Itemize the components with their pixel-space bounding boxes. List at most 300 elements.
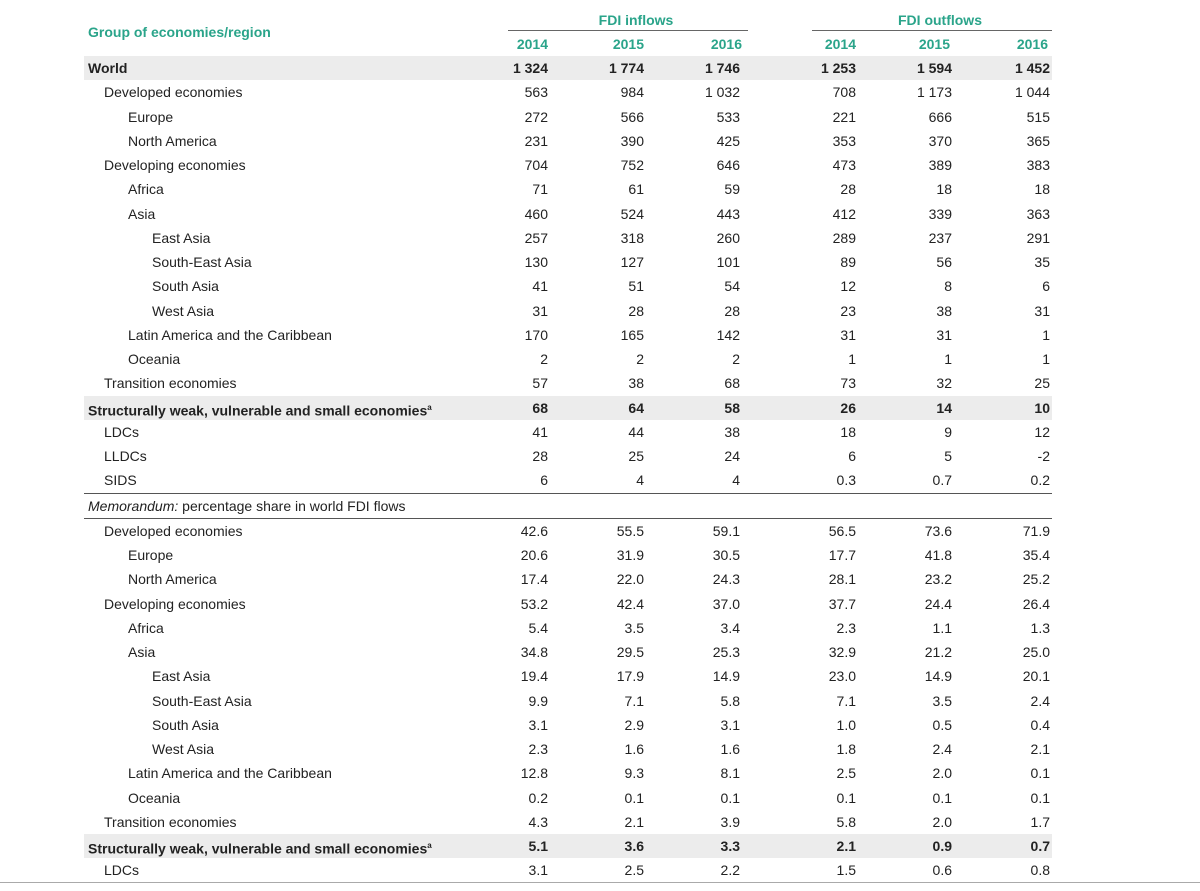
value-cell: 1.0	[836, 716, 856, 733]
value-cell: 231	[524, 132, 548, 149]
table-row	[84, 226, 1052, 250]
value-cell: 2.5	[836, 765, 856, 782]
row-label-text: Africa	[128, 619, 164, 636]
value-cell: 3.5	[932, 692, 952, 709]
value-cell: 2.3	[836, 619, 856, 636]
value-cell: 165	[620, 326, 644, 343]
value-cell: 533	[716, 108, 740, 125]
row-label	[128, 177, 164, 201]
value-cell: 31	[840, 326, 856, 343]
value-cell: 370	[928, 132, 952, 149]
table-row	[84, 274, 1052, 298]
value-cell: 61	[628, 181, 644, 198]
value-cell: 460	[524, 205, 548, 222]
value-cell: 1 594	[916, 60, 952, 76]
table-row	[84, 713, 1052, 737]
value-cell: 19.4	[520, 668, 548, 685]
value-cell: 425	[716, 132, 740, 149]
row-label	[128, 105, 173, 129]
value-cell: 25	[1034, 375, 1050, 392]
value-cell: 35	[1034, 254, 1050, 270]
value-cell: 3.1	[528, 862, 548, 879]
value-cell: 2.0	[932, 813, 952, 830]
value-cell: 1	[1042, 326, 1050, 343]
value-cell: 1.1	[932, 619, 952, 636]
value-cell: 20.6	[520, 547, 548, 563]
value-cell: 2.1	[624, 813, 644, 830]
value-cell: 59.1	[712, 522, 740, 539]
value-cell: 1 253	[820, 60, 856, 76]
value-cell: 23.2	[924, 571, 952, 588]
value-cell: 73	[840, 375, 856, 392]
footnote-marker: a	[427, 402, 432, 412]
table-row	[84, 323, 1052, 347]
table-row	[84, 347, 1052, 371]
value-cell: 56.5	[828, 522, 856, 539]
value-cell: 31	[1034, 302, 1050, 319]
value-cell: 18	[1034, 181, 1050, 198]
value-cell: 2.1	[1030, 741, 1050, 757]
value-cell: 0.2	[1030, 472, 1050, 489]
row-label-text: Asia	[128, 205, 156, 222]
value-cell: 339	[928, 205, 952, 222]
value-cell: 56	[936, 254, 952, 270]
row-label-text: South-East Asia	[152, 254, 252, 270]
value-cell: 28.1	[828, 571, 856, 588]
value-cell: 23	[840, 302, 856, 319]
row-label	[104, 444, 147, 468]
share-rows	[84, 519, 1052, 883]
row-label-text: Latin America and the Caribbean	[128, 765, 332, 782]
value-cell: 55.5	[616, 522, 644, 539]
value-cell: 363	[1026, 205, 1050, 222]
value-cell: 22.0	[616, 571, 644, 588]
value-cell: 53.2	[520, 595, 548, 612]
value-cell: 68	[724, 375, 740, 392]
row-label	[128, 543, 173, 567]
row-label	[128, 640, 155, 664]
value-cell: 383	[1026, 157, 1050, 173]
year-header: 2016	[1016, 36, 1048, 52]
value-cell: 14.9	[712, 668, 740, 685]
value-cell: 1 452	[1014, 60, 1050, 76]
table-row	[84, 299, 1052, 323]
value-cell: 14	[936, 399, 952, 416]
table-row	[84, 396, 1052, 420]
value-cell: 10	[1034, 399, 1050, 416]
value-cell: 6	[1042, 278, 1050, 295]
year-header: 2015	[612, 36, 644, 52]
row-label	[152, 689, 252, 713]
table-header-groups	[84, 8, 1052, 40]
flows-rows	[84, 56, 1052, 493]
value-cell: 2.4	[932, 741, 952, 757]
row-label	[128, 761, 332, 785]
value-cell: 5.1	[528, 838, 548, 854]
value-cell: 524	[620, 205, 644, 222]
table-row	[84, 129, 1052, 153]
value-cell: 708	[832, 84, 856, 101]
value-cell: 0.1	[932, 789, 952, 806]
value-cell: 0.2	[528, 789, 548, 806]
group-column-header: Group of economies/region	[88, 24, 271, 40]
row-label	[104, 592, 246, 616]
value-cell: 2	[636, 351, 644, 367]
value-cell: 563	[524, 84, 548, 101]
table-row	[84, 567, 1052, 591]
row-label-text: Transition economies	[104, 813, 237, 830]
value-cell: 1.8	[836, 741, 856, 757]
row-label	[104, 420, 139, 444]
value-cell: 28	[628, 302, 644, 319]
row-label-text: LDCs	[104, 862, 140, 879]
value-cell: 1.6	[720, 741, 740, 757]
value-cell: 37.0	[712, 595, 740, 612]
row-label-text: LLDCs	[104, 448, 147, 464]
row-label-text: Developing economies	[104, 595, 246, 612]
table-row	[84, 786, 1052, 810]
row-label-text: Structurally weak, vulnerable and small economies	[88, 840, 428, 857]
row-label-text: Structurally weak, vulnerable and small economies	[88, 402, 428, 419]
row-label-text: Oceania	[128, 351, 181, 367]
value-cell: 18	[936, 181, 952, 198]
value-cell: 5.8	[720, 692, 740, 709]
value-cell: 24.4	[924, 595, 952, 612]
row-label	[128, 323, 332, 347]
value-cell: 1 032	[704, 84, 740, 101]
value-cell: 25.3	[712, 644, 740, 660]
memorandum-row	[84, 493, 1052, 518]
row-label	[104, 519, 243, 543]
value-cell: 0.7	[932, 472, 952, 489]
fdi-table	[84, 8, 1052, 883]
value-cell: 142	[716, 326, 740, 343]
value-cell: 32	[936, 375, 952, 392]
value-cell: -2	[1037, 448, 1050, 464]
value-cell: 666	[928, 108, 952, 125]
value-cell: 2.1	[836, 838, 856, 854]
value-cell: 31.9	[616, 547, 644, 563]
value-cell: 3.4	[720, 619, 740, 636]
row-label-text: Asia	[128, 644, 156, 660]
value-cell: 28	[532, 448, 548, 464]
value-cell: 7.1	[836, 692, 856, 709]
row-label	[128, 129, 217, 153]
value-cell: 58	[724, 399, 740, 416]
value-cell: 44	[628, 423, 644, 440]
value-cell: 0.1	[1030, 765, 1050, 782]
row-label-text: Developing economies	[104, 157, 246, 173]
value-cell: 704	[524, 157, 548, 173]
value-cell: 2.4	[1030, 692, 1050, 709]
value-cell: 17.4	[520, 571, 548, 588]
table-row	[84, 834, 1052, 858]
value-cell: 390	[620, 132, 644, 149]
row-label-text: LDCs	[104, 423, 140, 440]
table-row	[84, 543, 1052, 567]
value-cell: 21.2	[924, 644, 952, 660]
value-cell: 2.3	[528, 741, 548, 757]
row-label	[128, 202, 155, 226]
table-header-years	[84, 30, 1052, 56]
table-row	[84, 105, 1052, 129]
table-row	[84, 640, 1052, 664]
value-cell: 127	[620, 254, 644, 270]
value-cell: 515	[1026, 108, 1050, 125]
value-cell: 42.4	[616, 595, 644, 612]
value-cell: 0.1	[1030, 789, 1050, 806]
value-cell: 353	[832, 132, 856, 149]
row-label-text: Africa	[128, 181, 164, 198]
value-cell: 14.9	[924, 668, 952, 685]
value-cell: 26.4	[1022, 595, 1050, 612]
row-label-text: South-East Asia	[152, 692, 252, 709]
value-cell: 12	[840, 278, 856, 295]
row-label	[152, 664, 210, 688]
table-row	[84, 616, 1052, 640]
row-label	[104, 810, 237, 834]
row-label	[152, 299, 214, 323]
value-cell: 42.6	[520, 522, 548, 539]
value-cell: 68	[532, 399, 548, 416]
value-cell: 29.5	[616, 644, 644, 660]
value-cell: 71.9	[1022, 522, 1050, 539]
table-row	[84, 810, 1052, 834]
row-label	[88, 56, 127, 80]
value-cell: 260	[716, 229, 740, 246]
row-label-text: North America	[128, 132, 217, 149]
table-row	[84, 202, 1052, 226]
value-cell: 5.8	[836, 813, 856, 830]
table-row	[84, 858, 1052, 882]
value-cell: 412	[832, 205, 856, 222]
value-cell: 18	[840, 423, 856, 440]
value-cell: 221	[832, 108, 856, 125]
value-cell: 6	[540, 472, 548, 489]
value-cell: 170	[524, 326, 548, 343]
fdi-outflows-header: FDI outflows	[898, 12, 982, 28]
value-cell: 389	[928, 157, 952, 173]
value-cell: 12.8	[520, 765, 548, 782]
value-cell: 25	[628, 448, 644, 464]
value-cell: 54	[724, 278, 740, 295]
table-row	[84, 737, 1052, 761]
table-row	[84, 80, 1052, 104]
row-label	[152, 737, 214, 761]
fdi-inflows-header: FDI inflows	[598, 12, 674, 28]
row-label-text: World	[88, 60, 128, 76]
row-label-text: North America	[128, 571, 217, 588]
value-cell: 289	[832, 229, 856, 246]
value-cell: 24.3	[712, 571, 740, 588]
table-row	[84, 56, 1052, 80]
value-cell: 24	[724, 448, 740, 464]
value-cell: 4.3	[528, 813, 548, 830]
value-cell: 12	[1034, 423, 1050, 440]
year-header: 2016	[710, 36, 742, 52]
value-cell: 17.7	[828, 547, 856, 563]
value-cell: 8.1	[720, 765, 740, 782]
value-cell: 41.8	[924, 547, 952, 563]
value-cell: 9.9	[528, 692, 548, 709]
row-label	[104, 153, 246, 177]
value-cell: 1 774	[608, 60, 644, 76]
value-cell: 30.5	[712, 547, 740, 563]
value-cell: 38	[936, 302, 952, 319]
value-cell: 41	[532, 278, 548, 295]
value-cell: 0.3	[836, 472, 856, 489]
value-cell: 1	[848, 351, 856, 367]
row-label	[152, 250, 252, 274]
table-row	[84, 689, 1052, 713]
value-cell: 6	[848, 448, 856, 464]
value-cell: 1	[1042, 351, 1050, 367]
table-row	[84, 371, 1052, 395]
row-label-text: Europe	[128, 108, 174, 125]
value-cell: 984	[620, 84, 644, 101]
value-cell: 7.1	[624, 692, 644, 709]
value-cell: 0.6	[932, 862, 952, 879]
value-cell: 1.5	[836, 862, 856, 879]
row-label	[128, 616, 164, 640]
row-label	[88, 396, 432, 423]
table-row	[84, 519, 1052, 543]
value-cell: 4	[636, 472, 644, 489]
footnote-marker: a	[427, 841, 432, 850]
row-label-text: SIDS	[104, 472, 137, 489]
value-cell: 51	[628, 278, 644, 295]
value-cell: 57	[532, 375, 548, 392]
value-cell: 2.5	[624, 862, 644, 879]
value-cell: 130	[524, 254, 548, 270]
value-cell: 566	[620, 108, 644, 125]
row-label-text: Developed economies	[104, 522, 243, 539]
table-row	[84, 153, 1052, 177]
table-row	[84, 250, 1052, 274]
value-cell: 26	[840, 399, 856, 416]
row-label	[104, 858, 139, 882]
year-header: 2014	[516, 36, 548, 52]
value-cell: 73.6	[924, 522, 952, 539]
value-cell: 2	[732, 351, 740, 367]
value-cell: 9	[944, 423, 952, 440]
value-cell: 9.3	[624, 765, 644, 782]
value-cell: 17.9	[616, 668, 644, 685]
row-label-text: Oceania	[128, 789, 181, 806]
row-label	[128, 347, 180, 371]
value-cell: 8	[944, 278, 952, 295]
value-cell: 0.8	[1030, 862, 1050, 879]
value-cell: 318	[620, 229, 644, 246]
value-cell: 3.3	[720, 838, 740, 854]
row-label-text: Europe	[128, 547, 174, 563]
memorandum-caption: percentage share in world FDI flows	[178, 497, 406, 514]
value-cell: 2	[540, 351, 548, 367]
value-cell: 473	[832, 157, 856, 173]
value-cell: 38	[724, 423, 740, 440]
value-cell: 1.6	[624, 741, 644, 757]
value-cell: 37.7	[828, 595, 856, 612]
row-label	[88, 834, 432, 861]
value-cell: 3.5	[624, 619, 644, 636]
table-row	[84, 761, 1052, 785]
row-label	[128, 786, 180, 810]
value-cell: 32.9	[828, 644, 856, 660]
value-cell: 41	[532, 423, 548, 440]
memorandum-label: Memorandum:	[88, 497, 179, 514]
value-cell: 0.9	[932, 838, 952, 854]
value-cell: 35.4	[1022, 547, 1050, 563]
row-label-text: East Asia	[152, 668, 211, 685]
row-label-text: West Asia	[152, 741, 214, 757]
value-cell: 1	[944, 351, 952, 367]
value-cell: 31	[936, 326, 952, 343]
row-label	[128, 567, 217, 591]
value-cell: 752	[620, 157, 644, 173]
table-row	[84, 177, 1052, 201]
value-cell: 1 173	[916, 84, 952, 101]
value-cell: 38	[628, 375, 644, 392]
value-cell: 272	[524, 108, 548, 125]
value-cell: 0.4	[1030, 716, 1050, 733]
row-label	[104, 80, 243, 104]
row-label	[152, 226, 210, 250]
value-cell: 20.1	[1022, 668, 1050, 685]
value-cell: 2.2	[720, 862, 740, 879]
value-cell: 59	[724, 181, 740, 198]
table-row	[84, 420, 1052, 444]
value-cell: 31	[532, 302, 548, 319]
row-label	[104, 371, 237, 395]
value-cell: 25.2	[1022, 571, 1050, 588]
value-cell: 64	[628, 399, 644, 416]
year-header: 2015	[918, 36, 950, 52]
value-cell: 4	[732, 472, 740, 489]
row-label-text: Transition economies	[104, 375, 237, 392]
value-cell: 5.4	[528, 619, 548, 636]
value-cell: 1 324	[512, 60, 548, 76]
value-cell: 0.7	[1030, 838, 1050, 854]
row-label	[152, 713, 219, 737]
value-cell: 2.0	[932, 765, 952, 782]
row-label-text: South Asia	[152, 278, 219, 295]
value-cell: 0.1	[720, 789, 740, 806]
value-cell: 71	[532, 181, 548, 198]
table-row	[84, 468, 1052, 492]
table-row	[84, 444, 1052, 468]
value-cell: 291	[1026, 229, 1050, 246]
table-row	[84, 664, 1052, 688]
value-cell: 89	[840, 254, 856, 270]
value-cell: 646	[716, 157, 740, 173]
value-cell: 237	[928, 229, 952, 246]
value-cell: 1.3	[1030, 619, 1050, 636]
value-cell: 34.8	[520, 644, 548, 660]
value-cell: 1 746	[704, 60, 740, 76]
value-cell: 3.6	[624, 838, 644, 854]
row-label-text: South Asia	[152, 716, 219, 733]
value-cell: 101	[716, 254, 740, 270]
value-cell: 28	[724, 302, 740, 319]
value-cell: 1 044	[1014, 84, 1050, 101]
value-cell: 1.7	[1030, 813, 1050, 830]
year-header: 2014	[824, 36, 856, 52]
row-label	[104, 468, 137, 492]
row-label-text: East Asia	[152, 229, 211, 246]
value-cell: 365	[1026, 132, 1050, 149]
row-label-text: West Asia	[152, 302, 214, 319]
row-label-text: Developed economies	[104, 84, 243, 101]
